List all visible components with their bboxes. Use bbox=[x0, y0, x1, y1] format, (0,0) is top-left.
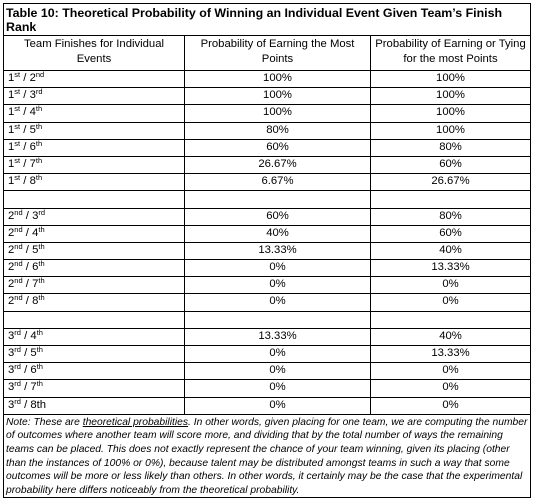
finish-a: 2 bbox=[8, 209, 15, 222]
table-row bbox=[4, 363, 531, 380]
finish-a-suffix: st bbox=[14, 173, 21, 183]
finish-cell bbox=[4, 277, 185, 294]
most-or-tie-cell: 80% bbox=[371, 208, 531, 225]
note-row bbox=[4, 414, 531, 498]
finish-separator: / bbox=[20, 157, 30, 170]
finish-b: 6 bbox=[30, 364, 37, 377]
finish-cell bbox=[4, 380, 185, 397]
finish-b: 3 bbox=[29, 89, 36, 102]
table-row bbox=[4, 139, 531, 156]
table-row bbox=[4, 242, 531, 259]
note-underlined: theoretical probabilities bbox=[82, 416, 189, 428]
finish-a-suffix: st bbox=[14, 104, 21, 114]
finish-a-suffix: st bbox=[14, 138, 21, 148]
most-points-cell: 13.33% bbox=[185, 242, 371, 259]
finish-b-suffix: th bbox=[35, 155, 43, 165]
finish-b-suffix: rd bbox=[38, 207, 46, 217]
finish-separator: / bbox=[20, 329, 31, 342]
finish-a: 3 bbox=[8, 398, 15, 411]
most-points-cell: 0% bbox=[185, 260, 371, 277]
most-or-tie-cell: 100% bbox=[371, 122, 531, 139]
finish-a: 3 bbox=[8, 347, 15, 359]
finish-b: 7 bbox=[29, 157, 36, 170]
most-points-cell: 60% bbox=[185, 208, 371, 225]
most-points-cell: 100% bbox=[185, 71, 371, 88]
group-spacer-row bbox=[4, 191, 531, 208]
finish-b: 2 bbox=[29, 72, 36, 84]
most-points-cell: 13.33% bbox=[185, 328, 371, 345]
most-points-cell: 0% bbox=[185, 397, 371, 414]
finish-a-suffix: nd bbox=[14, 224, 23, 234]
spacer-cell bbox=[4, 191, 185, 208]
finish-cell bbox=[4, 242, 185, 259]
probability-table bbox=[3, 3, 531, 498]
table-row bbox=[4, 260, 531, 277]
finish-cell bbox=[4, 397, 185, 414]
table-row bbox=[4, 294, 531, 311]
finish-b: 8 bbox=[29, 175, 36, 188]
finish-separator: / bbox=[22, 278, 33, 291]
finish-cell bbox=[4, 208, 185, 225]
most-points-cell: 40% bbox=[185, 225, 371, 242]
finish-separator: / bbox=[20, 381, 31, 394]
table-row bbox=[4, 346, 531, 363]
most-points-cell: 6.67% bbox=[185, 174, 371, 191]
finish-a: 3 bbox=[8, 364, 15, 377]
finish-separator: / bbox=[20, 347, 31, 359]
finish-separator: / bbox=[20, 398, 31, 411]
finish-separator: / bbox=[22, 243, 33, 256]
group-spacer-row bbox=[4, 311, 531, 328]
header-team-finishes: Team Finishes for Individual Events bbox=[4, 36, 185, 71]
most-points-cell: 0% bbox=[185, 277, 371, 294]
most-or-tie-cell: 40% bbox=[371, 328, 531, 345]
finish-a-suffix: nd bbox=[14, 241, 23, 251]
most-or-tie-cell: 60% bbox=[371, 156, 531, 173]
finish-separator: / bbox=[20, 140, 30, 153]
finish-cell bbox=[4, 174, 185, 191]
most-points-cell: 0% bbox=[185, 363, 371, 380]
most-points-cell: 60% bbox=[185, 139, 371, 156]
finish-separator: / bbox=[20, 364, 31, 377]
finish-separator: / bbox=[22, 226, 33, 239]
finish-separator: / bbox=[20, 89, 30, 102]
finish-separator: / bbox=[20, 72, 30, 84]
finish-b-suffix: th bbox=[35, 121, 43, 131]
note-text: . In other words, given placing for one team, we are computing the number of outcomes where another team will score more, and dividing that by the total number of ways the remaining teams can be placed. This does not exactly represent the chance of your team winning, given its placing (other than the instances of 100% or 0%), because talent may be distributed amongst teams in such a way that some outcomes will be more or less likely than others. In other words, it certainly may be the case that the experimental probability here differs noticeably from the theoretical probability. bbox=[6, 416, 528, 496]
finish-cell bbox=[4, 328, 185, 345]
finish-b-suffix: th bbox=[38, 259, 45, 269]
finish-a: 3 bbox=[8, 329, 15, 342]
finish-b: 5 bbox=[32, 243, 39, 256]
finish-cell bbox=[4, 363, 185, 380]
spacer-cell bbox=[371, 311, 531, 328]
header-row bbox=[4, 36, 531, 71]
finish-a-suffix: st bbox=[14, 87, 21, 97]
finish-b: 6 bbox=[32, 261, 39, 274]
finish-a: 3 bbox=[8, 381, 15, 394]
spacer-cell bbox=[4, 311, 185, 328]
finish-a-suffix: st bbox=[14, 70, 21, 79]
finish-b: 5 bbox=[30, 347, 37, 359]
finish-b-suffix: th bbox=[38, 276, 45, 286]
table-row bbox=[4, 380, 531, 397]
finish-a-suffix: rd bbox=[14, 345, 21, 354]
finish-cell bbox=[4, 346, 185, 363]
finish-b: 8th bbox=[30, 398, 47, 411]
table-note bbox=[4, 414, 531, 498]
note-prefix: Note: These are bbox=[6, 416, 83, 428]
finish-b: 4 bbox=[32, 226, 39, 239]
header-most-or-tie: Probability of Earning or Tying for the most Points bbox=[371, 36, 531, 71]
finish-cell bbox=[4, 122, 185, 139]
most-or-tie-cell: 40% bbox=[371, 242, 531, 259]
finish-b-suffix: th bbox=[38, 241, 45, 251]
finish-b: 7 bbox=[30, 381, 37, 394]
finish-a: 1 bbox=[8, 157, 15, 170]
finish-cell bbox=[4, 139, 185, 156]
finish-a: 2 bbox=[8, 226, 15, 239]
most-points-cell: 0% bbox=[185, 294, 371, 311]
most-or-tie-cell: 80% bbox=[371, 139, 531, 156]
most-points-cell: 100% bbox=[185, 88, 371, 105]
finish-a-suffix: st bbox=[14, 121, 21, 131]
table-row bbox=[4, 156, 531, 173]
finish-separator: / bbox=[22, 261, 33, 274]
most-or-tie-cell: 100% bbox=[371, 88, 531, 105]
table-row bbox=[4, 122, 531, 139]
finish-separator: / bbox=[20, 123, 30, 136]
finish-cell bbox=[4, 71, 185, 88]
finish-a: 1 bbox=[8, 123, 15, 136]
most-points-cell: 0% bbox=[185, 380, 371, 397]
table-row bbox=[4, 105, 531, 122]
finish-b: 7 bbox=[32, 278, 39, 291]
most-or-tie-cell: 13.33% bbox=[371, 346, 531, 363]
spacer-cell bbox=[185, 191, 371, 208]
most-or-tie-cell: 100% bbox=[371, 71, 531, 88]
finish-a-suffix: nd bbox=[14, 207, 23, 217]
finish-cell bbox=[4, 105, 185, 122]
most-points-cell: 0% bbox=[185, 346, 371, 363]
most-or-tie-cell: 0% bbox=[371, 277, 531, 294]
finish-separator: / bbox=[22, 209, 33, 222]
most-or-tie-cell: 0% bbox=[371, 294, 531, 311]
most-points-cell: 80% bbox=[185, 122, 371, 139]
finish-separator: / bbox=[20, 175, 30, 188]
table-container bbox=[3, 3, 530, 498]
finish-a: 1 bbox=[8, 106, 15, 119]
finish-b: 4 bbox=[29, 106, 36, 119]
finish-b: 6 bbox=[29, 140, 36, 153]
finish-a: 1 bbox=[8, 89, 15, 102]
most-or-tie-cell: 13.33% bbox=[371, 260, 531, 277]
finish-a-suffix: rd bbox=[14, 379, 21, 389]
finish-b-suffix: rd bbox=[35, 87, 43, 97]
table-row bbox=[4, 208, 531, 225]
most-or-tie-cell: 0% bbox=[371, 363, 531, 380]
finish-b-suffix: th bbox=[36, 327, 43, 337]
most-or-tie-cell: 26.67% bbox=[371, 174, 531, 191]
finish-a: 2 bbox=[8, 278, 15, 291]
most-points-cell: 26.67% bbox=[185, 156, 371, 173]
most-or-tie-cell: 100% bbox=[371, 105, 531, 122]
spacer-cell bbox=[185, 311, 371, 328]
most-or-tie-cell: 0% bbox=[371, 380, 531, 397]
table-row bbox=[4, 71, 531, 88]
finish-a: 1 bbox=[8, 175, 15, 188]
finish-separator: / bbox=[20, 106, 30, 119]
finish-a: 2 bbox=[8, 243, 15, 256]
table-row bbox=[4, 174, 531, 191]
finish-a-suffix: rd bbox=[14, 362, 21, 372]
table-body bbox=[4, 71, 531, 415]
finish-a: 1 bbox=[8, 140, 15, 153]
finish-cell bbox=[4, 156, 185, 173]
table-row bbox=[4, 397, 531, 414]
spacer-cell bbox=[371, 191, 531, 208]
most-points-cell: 100% bbox=[185, 105, 371, 122]
finish-cell bbox=[4, 294, 185, 311]
finish-b: 3 bbox=[32, 209, 39, 222]
table-row bbox=[4, 225, 531, 242]
finish-a: 2 bbox=[8, 261, 15, 274]
finish-b: 4 bbox=[30, 329, 37, 342]
finish-a: 1 bbox=[8, 72, 15, 84]
table-title: Table 10: Theoretical Probability of Winning an Individual Event Given Team’s Finish Rank bbox=[3, 3, 531, 35]
finish-a-suffix: nd bbox=[14, 276, 23, 286]
finish-b-suffix: th bbox=[36, 345, 43, 354]
most-or-tie-cell: 60% bbox=[371, 225, 531, 242]
finish-b-suffix: th bbox=[36, 362, 43, 372]
finish-b-suffix: th bbox=[38, 293, 45, 303]
finish-b-suffix: nd bbox=[35, 70, 45, 79]
finish-a-suffix: rd bbox=[14, 396, 21, 406]
finish-a-suffix: st bbox=[14, 155, 21, 165]
finish-a-suffix: nd bbox=[14, 259, 23, 269]
finish-a-suffix: rd bbox=[14, 327, 21, 337]
table-row bbox=[4, 277, 531, 294]
finish-b: 8 bbox=[32, 295, 39, 308]
finish-a: 2 bbox=[8, 295, 15, 308]
finish-b-suffix: th bbox=[35, 104, 43, 114]
finish-cell bbox=[4, 88, 185, 105]
table-row bbox=[4, 328, 531, 345]
finish-separator: / bbox=[22, 295, 33, 308]
table-row bbox=[4, 88, 531, 105]
finish-b-suffix: th bbox=[35, 173, 43, 183]
finish-b-suffix: th bbox=[35, 138, 43, 148]
most-or-tie-cell: 0% bbox=[371, 397, 531, 414]
finish-b-suffix: th bbox=[36, 379, 43, 389]
finish-cell bbox=[4, 260, 185, 277]
header-most-points: Probability of Earning the Most Points bbox=[185, 36, 371, 71]
finish-cell bbox=[4, 225, 185, 242]
finish-b: 5 bbox=[29, 123, 36, 136]
finish-a-suffix: nd bbox=[14, 293, 23, 303]
finish-b-suffix: th bbox=[38, 224, 45, 234]
